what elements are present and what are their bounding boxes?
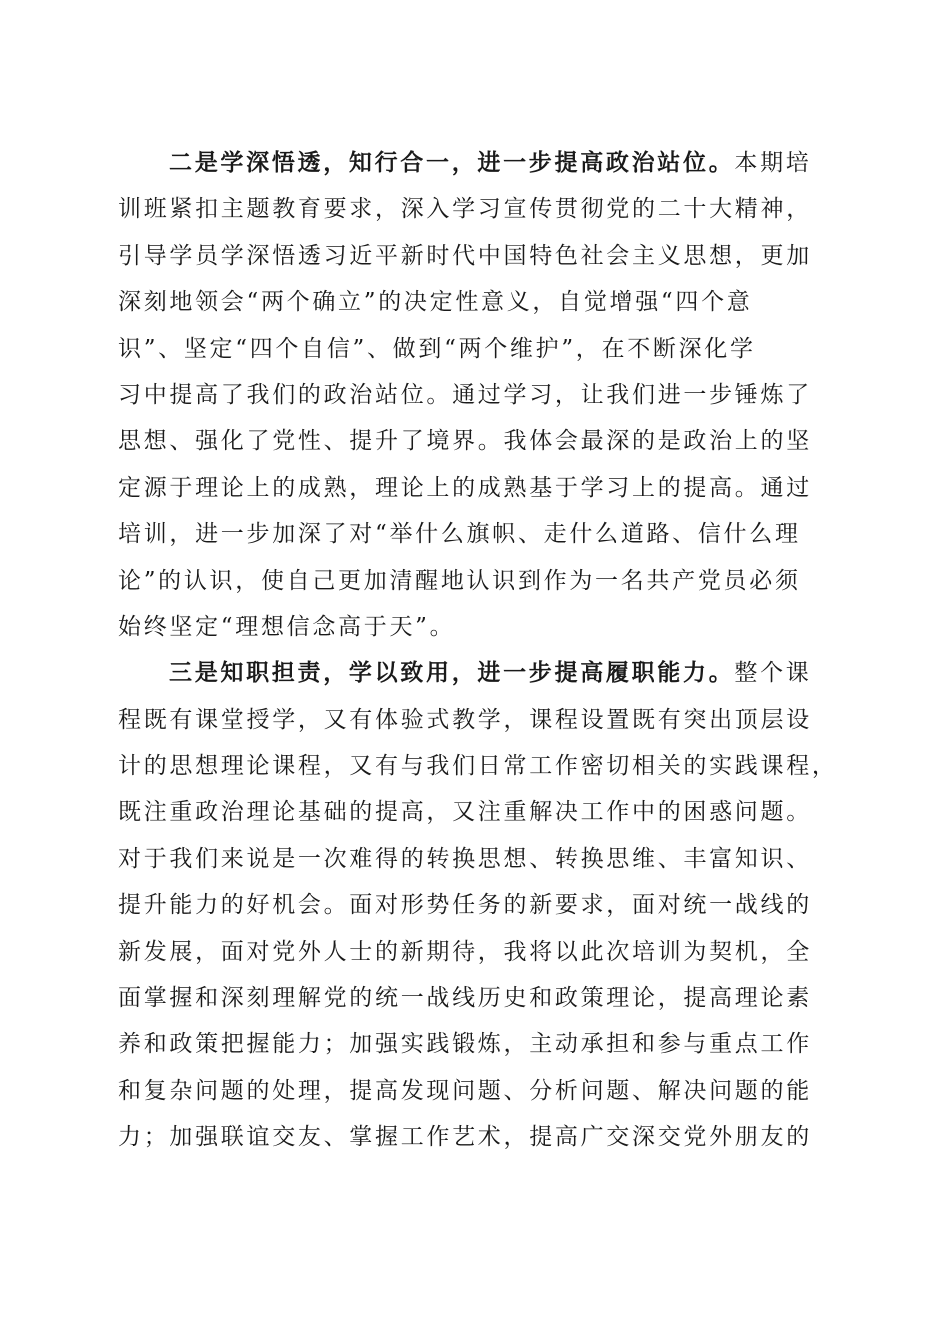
paragraph-2-line: 既注重政治理论基础的提高，又注重解决工作中的困惑问题。	[118, 799, 812, 826]
paragraph-2-line: 和复杂问题的处理，提高发现问题、分析问题、解决问题的能	[118, 1077, 812, 1104]
paragraph-1-line: 习中提高了我们的政治站位。通过学习，让我们进一步锤炼了	[118, 381, 812, 408]
paragraph-2-line: 提升能力的好机会。面对形势任务的新要求，面对统一战线的	[118, 892, 812, 919]
paragraph-1-line: 定源于理论上的成熟，理论上的成熟基于学习上的提高。通过	[118, 474, 812, 501]
paragraph-2-first-line-rest: 整个课	[734, 660, 812, 687]
paragraph-2-line: 力；加强联谊交友、掌握工作艺术，提高广交深交党外朋友的	[118, 1124, 812, 1151]
paragraph-1-line: 始终坚定“理想信念高于天”。	[118, 613, 456, 640]
paragraph-2-line-1	[118, 650, 830, 696]
paragraph-1-line: 培训，进一步加深了对“举什么旗帜、走什么道路、信什么理	[118, 521, 801, 548]
paragraph-2-line: 对于我们来说是一次难得的转换思想、转换思维、丰富知识、	[118, 845, 812, 872]
paragraph-2-line: 程既有课堂授学，又有体验式教学，课程设置既有突出顶层设	[118, 706, 812, 733]
document-body	[118, 140, 838, 1161]
paragraph-1-line: 思想、强化了党性、提升了境界。我体会最深的是政治上的坚	[118, 428, 812, 455]
paragraph-1-line: 深刻地领会“两个确立”的决定性意义，自觉增强“四个意	[118, 289, 753, 316]
paragraph-2-line: 养和政策把握能力；加强实践锻炼，主动承担和参与重点工作	[118, 1031, 812, 1058]
paragraph-1-line: 识”、坚定“四个自信”、做到“两个维护”，在不断深化学	[118, 335, 756, 362]
paragraph-2-lead: 三是知职担责，学以致用，进一步提高履职能力。	[169, 659, 735, 687]
paragraph-1-line-1	[118, 140, 830, 186]
paragraph-1-lead: 二是学深悟透，知行合一，进一步提高政治站位。	[169, 149, 735, 176]
paragraph-2-line: 新发展，面对党外人士的新期待，我将以此次培训为契机，全	[118, 938, 812, 965]
paragraph-1-first-line-rest: 本期培	[734, 150, 812, 176]
paragraph-1-line: 论”的认识，使自己更加清醒地认识到作为一名共产党员必须	[118, 567, 801, 594]
paragraph-2-line: 面掌握和深刻理解党的统一战线历史和政策理论，提高理论素	[118, 985, 812, 1012]
paragraph-2-line: 计的思想理论课程，又有与我们日常工作密切相关的实践课程，	[118, 753, 838, 780]
paragraph-1-line: 引导学员学深悟透习近平新时代中国特色社会主义思想，更加	[118, 242, 812, 269]
paragraph-1-line: 训班紧扣主题教育要求，深入学习宣传贯彻党的二十大精神，	[118, 196, 812, 223]
